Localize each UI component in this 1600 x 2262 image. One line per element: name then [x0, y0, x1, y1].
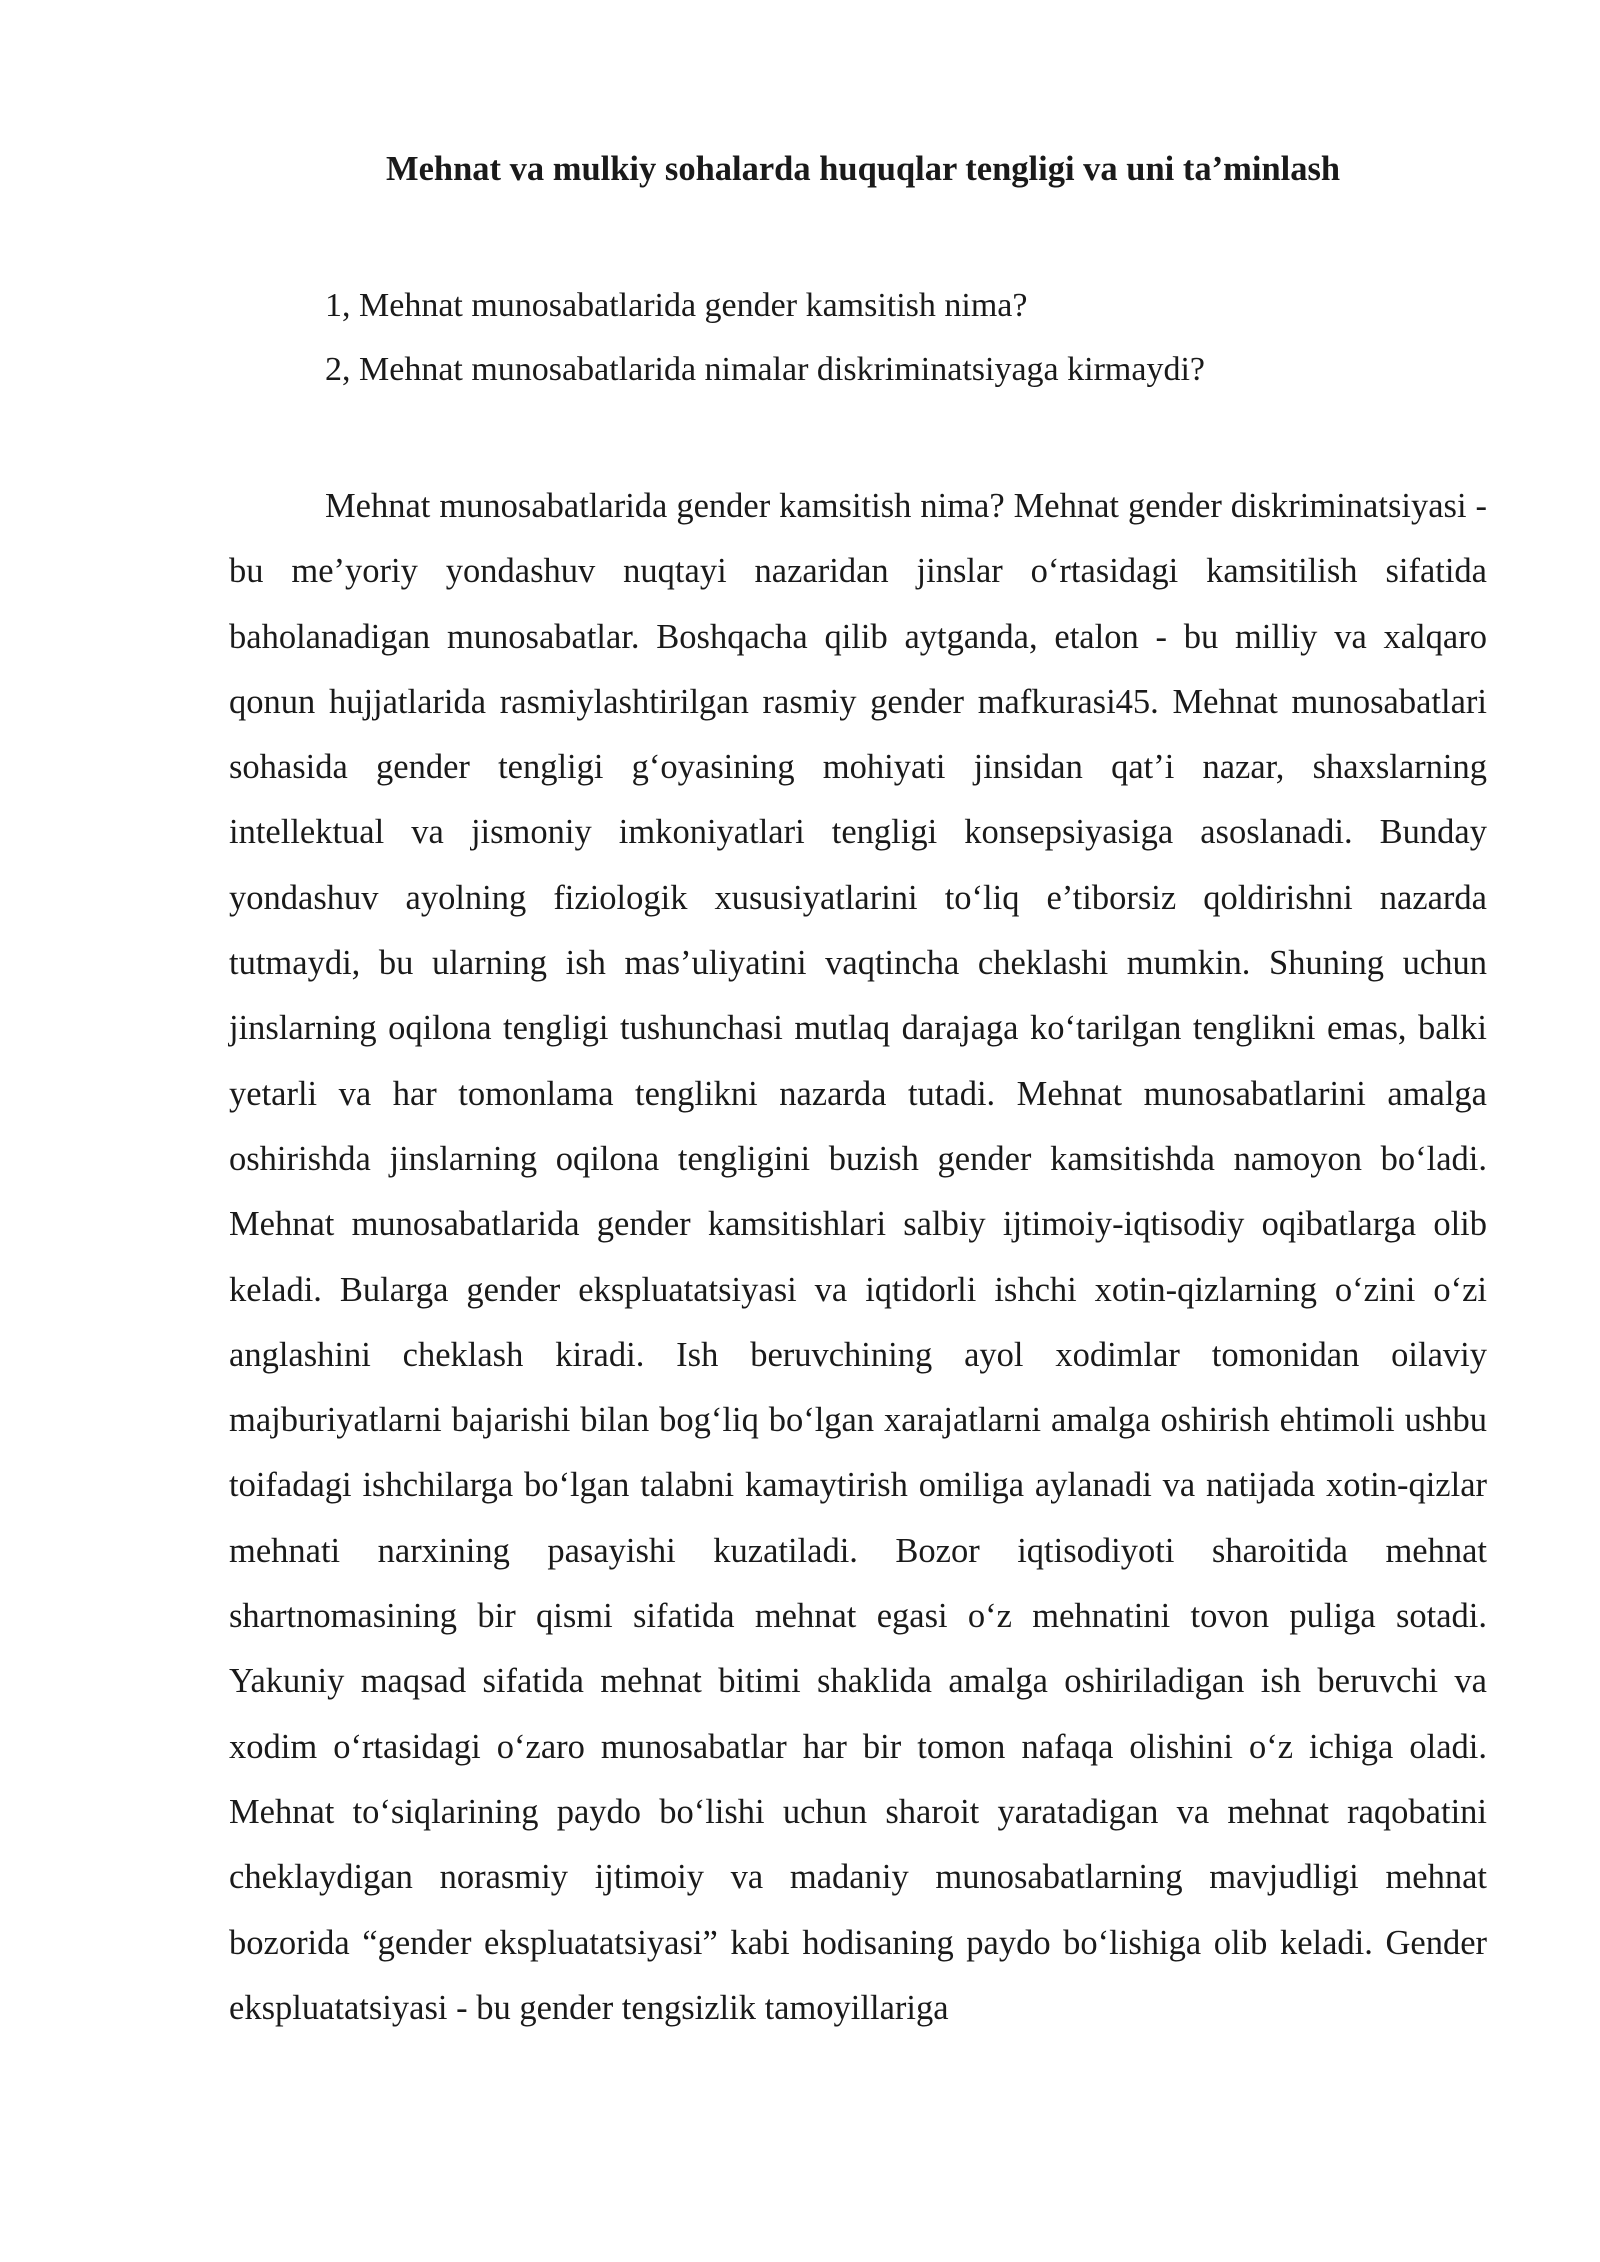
question-item-1: 1, Mehnat munosabatlarida gender kamsitish nima?: [325, 287, 1028, 324]
question-item-2: 2, Mehnat munosabatlarida nimalar diskriminatsiyaga kirmaydi?: [325, 351, 1205, 388]
body-paragraph: Mehnat munosabatlarida gender kamsitish nima? Mehnat gender diskriminatsiyasi - bu me’yoriy yondashuv nuqtayi nazaridan jinslar o‘rtasidagi kamsitilish sifatida baholanadigan munosabatlar. Boshqacha qilib aytganda, etalon - bu milliy va xalqaro qonun hujjatlarida rasmiylashtirilgan rasmiy gender mafkurasi45. Mehnat munosabatlari sohasida gender tengligi g‘oyasining mohiyati jinsidan qat’i nazar, shaxslarning intellektual va jismoniy imkoniyatlari tengligi konsepsiyasiga asoslanadi. Bunday yondashuv ayolning fiziologik xususiyatlarini to‘liq e’tiborsiz qoldirishni nazarda tutmaydi, bu ularning ish mas’uliyatini vaqtincha cheklashi mumkin. Shuning uchun jinslarning oqilona tengligi tushunchasi mutlaq darajaga ko‘tarilgan tenglikni emas, balki yetarli va har tomonlama tenglikni nazarda tutadi. Mehnat munosabatlarini amalga oshirishda jinslarning oqilona tengligini buzish gender kamsitishda namoyon bo‘ladi. Mehnat munosabatlarida gender kamsitishlari salbiy ijtimoiy-iqtisodiy oqibatlarga olib keladi. Bularga gender ekspluatatsiyasi va iqtidorli ishchi xotin-qizlarning o‘zini o‘zi anglashini cheklash kiradi. Ish beruvchining ayol xodimlar tomonidan oilaviy majburiyatlarni bajarishi bilan bog‘liq bo‘lgan xarajatlarni amalga oshirish ehtimoli ushbu toifadagi ishchilarga bo‘lgan talabni kamaytirish omiliga aylanadi va natijada xotin-qizlar mehnati narxining pasayishi kuzatiladi. Bozor iqtisodiyoti sharoitida mehnat shartnomasining bir qismi sifatida mehnat egasi o‘z mehnatini tovon puliga sotadi. Yakuniy maqsad sifatida mehnat bitimi shaklida amalga oshiriladigan ish beruvchi va xodim o‘rtasidagi o‘zaro munosabatlar har bir tomon nafaqa olishini o‘z ichiga oladi. Mehnat to‘siqlarining paydo bo‘lishi uchun sharoit yaratadigan va mehnat raqobatini cheklaydigan norasmiy ijtimoiy va madaniy munosabatlarning mavjudligi mehnat bozorida “gender ekspluatatsiyasi” kabi hodisaning paydo bo‘lishiga olib keladi. Gender ekspluatatsiyasi - bu gender tengsizlik tamoyillariga: [229, 487, 1487, 2027]
question-list: [325, 282, 1205, 410]
document-title: Mehnat va mulkiy sohalarda huquqlar tengligi va uni ta’minlash: [386, 150, 1341, 188]
